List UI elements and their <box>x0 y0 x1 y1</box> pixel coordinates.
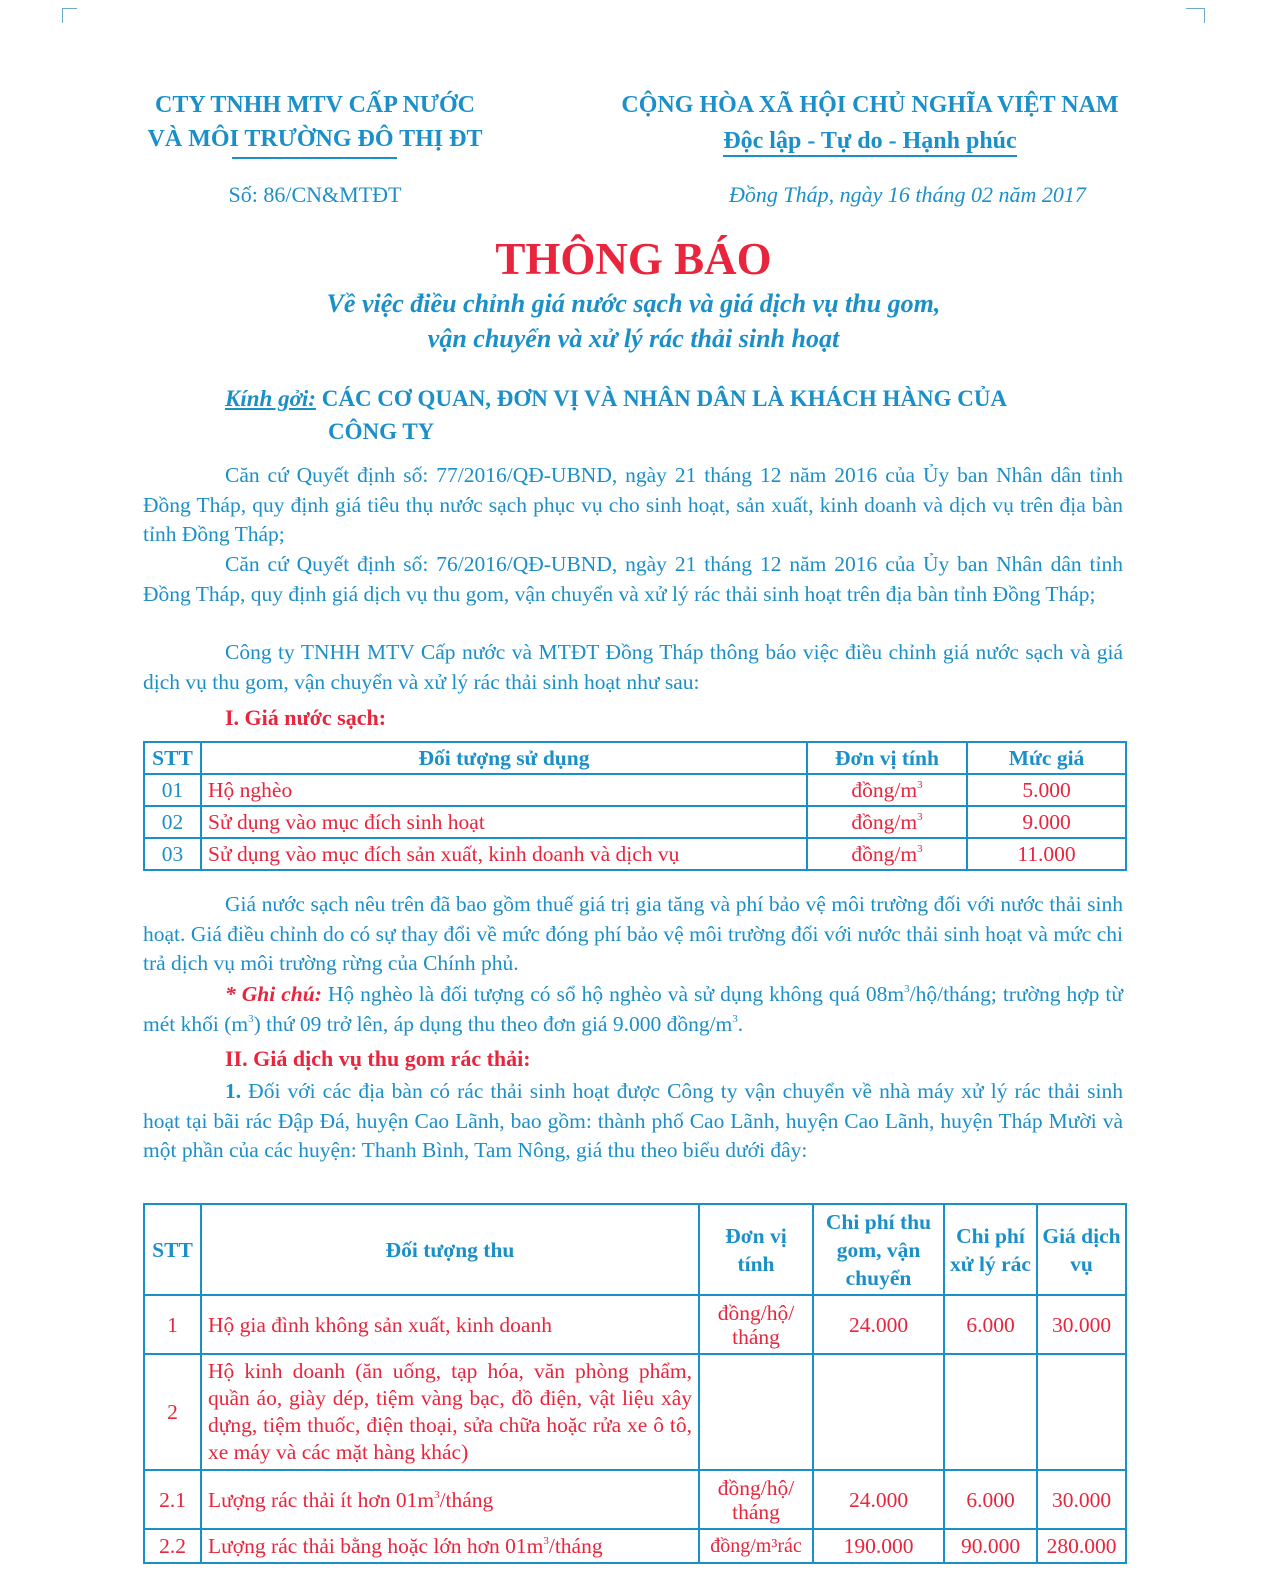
ghi-chu <box>143 980 1123 1039</box>
row-collect-cost: 190.000 <box>813 1529 944 1563</box>
row-service-price: 280.000 <box>1037 1529 1126 1563</box>
ghi-chu-text-d: . <box>737 1011 744 1036</box>
crop-mark-top-left <box>62 8 77 23</box>
document-date: Đồng Tháp, ngày 16 tháng 02 năm 2017 <box>729 182 1086 207</box>
row-unit <box>807 774 967 806</box>
row-subject: Hộ kinh doanh (ăn uống, tạp hóa, văn phòng phẩm, quần áo, giày dép, tiệm vàng bạc, đồ điện, vật liệu xây dựng, tiệm thuốc, điện thoại, sửa chữa hoặc rửa xe ô tô, xe máy và các mặt hàng khác) <box>201 1354 699 1470</box>
water-price-note-text: Giá nước sạch nêu trên đã bao gồm thuế giá trị gia tăng và phí bảo vệ môi trường đối với nước thải sinh hoạt. Giá điều chỉnh do có sự thay đổi về mức đóng phí bảo vệ môi trường đối với nước thải sinh hoạt và mức chi trả dịch vụ môi trường rừng của Chính phủ. <box>143 892 1123 975</box>
recipient <box>225 382 1125 448</box>
row-subject: Hộ nghèo <box>201 774 807 806</box>
unit-text: đồng/m <box>851 777 918 802</box>
row-stt: 01 <box>144 774 201 806</box>
row-price: 5.000 <box>967 774 1126 806</box>
national-motto-wrap <box>590 124 1150 158</box>
recipient-line1: CÁC CƠ QUAN, ĐƠN VỊ VÀ NHÂN DÂN LÀ KHÁCH HÀNG CỦA <box>321 386 1008 411</box>
row-subject: Hộ gia đình không sản xuất, kinh doanh <box>201 1295 699 1354</box>
row-price: 9.000 <box>967 806 1126 838</box>
company-underline <box>232 157 397 159</box>
sup-3: 3 <box>543 1535 549 1547</box>
col-price: Mức giá <box>967 742 1126 774</box>
table-row <box>144 1470 1126 1529</box>
water-price-note <box>143 890 1123 979</box>
col-collect-cost: Chi phí thu gom, vận chuyển <box>813 1204 944 1295</box>
paragraph-decision-76 <box>143 550 1123 609</box>
waste-table-header <box>144 1204 1126 1295</box>
waste-price-table <box>143 1203 1127 1564</box>
row-subject <box>201 1470 699 1529</box>
paragraph-decision-76-text: Căn cứ Quyết định số: 76/2016/QĐ-UBND, ngày 21 tháng 12 năm 2016 của Ủy ban Nhân dân tỉnh Đồng Tháp, quy định giá dịch vụ thu gom, vận chuyển và xử lý rác thải sinh hoạt trên địa bàn tỉnh Đồng Tháp; <box>143 552 1123 606</box>
ghi-chu-text-a: Hộ nghèo là đối tượng có sổ hộ nghèo và sử dụng không quá 08m <box>321 982 905 1006</box>
row-process-cost: 6.000 <box>944 1470 1037 1529</box>
company-name-line2: VÀ MÔI TRƯỜNG ĐÔ THỊ ĐT <box>147 126 483 152</box>
row-subject-b: /tháng <box>548 1534 603 1558</box>
sup-3: 3 <box>904 983 910 995</box>
row-subject <box>201 1529 699 1563</box>
row-subject-a: Lượng rác thải ít hơn 01m <box>208 1487 435 1512</box>
ghi-chu-text-c: ) thứ 09 trở lên, áp dụng thu theo đơn giá 9.000 đồng/m <box>253 1011 733 1036</box>
unit-text: đồng/m <box>851 841 918 866</box>
row-collect-cost <box>813 1354 944 1470</box>
row-subject-b: /tháng <box>439 1487 494 1512</box>
row-service-price <box>1037 1354 1126 1470</box>
section-2-item-1 <box>143 1077 1123 1166</box>
row-process-cost: 6.000 <box>944 1295 1037 1354</box>
row-stt: 2 <box>144 1354 201 1470</box>
col-stt: STT <box>144 742 201 774</box>
col-process-cost: Chi phí xử lý rác <box>944 1204 1037 1295</box>
paragraph-decision-77 <box>143 461 1123 550</box>
paragraph-announcement-text: Công ty TNHH MTV Cấp nước và MTĐT Đồng Tháp thông báo việc điều chỉnh giá nước sạch và giá dịch vụ thu gom, vận chuyển và xử lý rác thải sinh hoạt như sau: <box>143 640 1123 694</box>
recipient-line2: CÔNG TY <box>328 419 435 444</box>
table-row <box>144 774 1126 806</box>
company-name <box>130 88 500 156</box>
section-2-title: II. Giá dịch vụ thu gom rác thải: <box>225 1046 531 1071</box>
col-unit: Đơn vị tính <box>699 1204 813 1295</box>
col-service-price: Giá dịch vụ <box>1037 1204 1126 1295</box>
national-motto: Độc lập - Tự do - Hạnh phúc <box>723 128 1016 157</box>
section-1-title: I. Giá nước sạch: <box>225 705 387 730</box>
col-subject: Đối tượng thu <box>201 1204 699 1295</box>
paragraph-decision-77-text: Căn cứ Quyết định số: 77/2016/QĐ-UBND, ngày 21 tháng 12 năm 2016 của Ủy ban Nhân dân tỉnh Đồng Tháp, quy định giá tiêu thụ nước sạch phục vụ cho sinh hoạt, sản xuất, kinh doanh và dịch vụ trên địa bàn tỉnh Đồng Tháp; <box>143 463 1123 546</box>
sup-3: 3 <box>434 1488 440 1501</box>
subtitle <box>0 286 1267 356</box>
sup-3: 3 <box>732 1012 738 1025</box>
table-row <box>144 806 1126 838</box>
row-stt: 2.1 <box>144 1470 201 1529</box>
row-stt: 03 <box>144 838 201 870</box>
page-title: THÔNG BÁO <box>495 234 772 284</box>
row-unit: đồng/m³rác <box>699 1529 813 1563</box>
row-stt: 2.2 <box>144 1529 201 1563</box>
row-subject: Sử dụng vào mục đích sản xuất, kinh doanh và dịch vụ <box>201 838 807 870</box>
row-unit <box>807 838 967 870</box>
row-unit <box>807 806 967 838</box>
row-unit <box>699 1354 813 1470</box>
col-stt: STT <box>144 1204 201 1295</box>
row-unit: đồng/hộ/ tháng <box>699 1295 813 1354</box>
national-title: CỘNG HÒA XÃ HỘI CHỦ NGHĨA VIỆT NAM <box>621 92 1119 118</box>
item-1-number: 1. <box>225 1079 242 1103</box>
table-row <box>144 1354 1126 1470</box>
ghi-chu-label: * Ghi chú: <box>225 982 322 1006</box>
row-stt: 02 <box>144 806 201 838</box>
row-subject: Sử dụng vào mục đích sinh hoạt <box>201 806 807 838</box>
table-row <box>144 838 1126 870</box>
water-price-table <box>143 741 1127 871</box>
unit-sup: 3 <box>917 778 923 791</box>
paragraph-announcement <box>143 638 1123 697</box>
unit-sup: 3 <box>917 842 923 855</box>
company-name-line1: CTY TNHH MTV CẤP NƯỚC <box>154 92 475 118</box>
table-row <box>144 1529 1126 1563</box>
row-unit: đồng/hộ/ tháng <box>699 1470 813 1529</box>
sup-3: 3 <box>248 1012 254 1025</box>
row-collect-cost: 24.000 <box>813 1295 944 1354</box>
row-collect-cost: 24.000 <box>813 1470 944 1529</box>
subtitle-line1: Về việc điều chỉnh giá nước sạch và giá dịch vụ thu gom, <box>326 289 941 318</box>
crop-mark-top-right <box>1186 8 1205 23</box>
unit-sup: 3 <box>917 810 923 823</box>
ghi-chu-text-b: /hộ/tháng; trường hợp từ mét khối (m <box>143 982 1123 1036</box>
recipient-label: Kính gởi: <box>225 386 316 411</box>
row-process-cost: 90.000 <box>944 1529 1037 1563</box>
row-subject-a: Lượng rác thải bằng hoặc lớn hơn 01m <box>208 1534 544 1558</box>
row-process-cost <box>944 1354 1037 1470</box>
unit-text: đồng/m <box>851 809 918 834</box>
document-number: Số: 86/CN&MTĐT <box>228 182 402 207</box>
row-service-price: 30.000 <box>1037 1295 1126 1354</box>
item-1-text: Đối với các địa bàn có rác thải sinh hoạt được Công ty vận chuyển về nhà máy xử lý rác thải sinh hoạt tại bãi rác Đập Đá, huyện Cao Lãnh, bao gồm: thành phố Cao Lãnh, huyện Cao Lãnh, huyện Tháp Mười và một phần của các huyện: Thanh Bình, Tam Nông, giá thu theo biểu dưới đây: <box>143 1079 1123 1162</box>
col-unit: Đơn vị tính <box>807 742 967 774</box>
table-row <box>144 1295 1126 1354</box>
row-stt: 1 <box>144 1295 201 1354</box>
subtitle-line2: vận chuyển và xử lý rác thải sinh hoạt <box>427 324 840 353</box>
row-service-price: 30.000 <box>1037 1470 1126 1529</box>
col-subject: Đối tượng sử dụng <box>201 742 807 774</box>
row-price: 11.000 <box>967 838 1126 870</box>
water-table-header <box>144 742 1126 774</box>
